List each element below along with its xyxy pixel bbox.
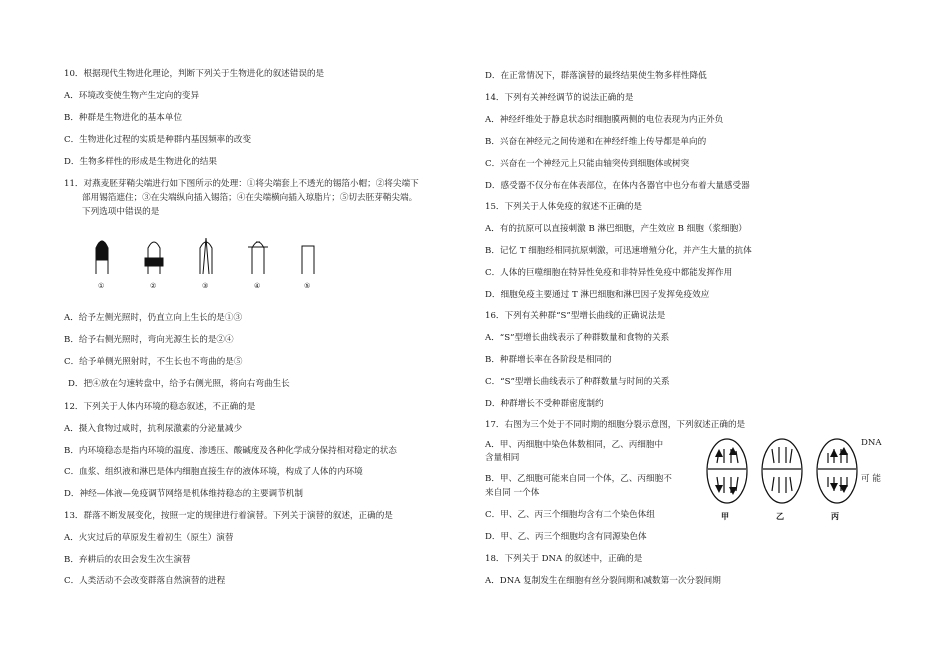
cell-label-yi: 乙	[776, 512, 784, 521]
q15-option-d: D．细胞免疫主要通过 T 淋巴细胞和淋巴因子发挥免疫效应	[485, 290, 710, 300]
q11-option-a: A．给予左侧光照时，仍直立向上生长的是①③	[64, 313, 243, 323]
q12-option-c: C．血浆、组织液和淋巴是体内细胞直接生存的液体环境，构成了人体的内环境	[64, 467, 363, 477]
q17-dna-label: DNA	[861, 438, 882, 448]
q13-stem: 13．群落不断发展变化，按照一定的规律进行着演替。下列关于演替的叙述，正确的是	[64, 511, 393, 521]
fig-label-4: ④	[254, 282, 261, 290]
q13-option-c: C．人类活动不会改变群落自然演替的进程	[64, 576, 226, 586]
q17-option-b-line2: 来自同 一个体	[485, 488, 540, 498]
q14-option-d: D．感受器不仅分布在体表部位，在体内各器官中也分布着大量感受器	[485, 181, 750, 191]
fig-label-1: ①	[98, 282, 105, 290]
cell-label-bing: 丙	[831, 512, 839, 521]
fig-label-2: ②	[150, 282, 157, 290]
q13-option-d: D．在正常情况下，群落演替的最终结果使生物多样性降低	[485, 71, 707, 81]
q14-option-c: C．兴奋在一个神经元上只能由轴突传到细胞体或树突	[485, 159, 690, 169]
q10-option-b: B．种群是生物进化的基本单位	[64, 113, 183, 123]
q17-option-d: D．甲、乙、丙三个细胞均含有同源染色体	[485, 532, 647, 542]
cell-division-figure	[702, 435, 862, 525]
q11-stem-line3: 下列选项中错误的是	[82, 207, 160, 217]
q17-option-b-line1: B．甲、乙细胞可能来自同一个体，乙、丙细胞不	[485, 474, 672, 484]
coleoptile-figure	[82, 226, 332, 294]
q17-option-c: C．甲、乙、丙三个细胞均含有二个染色体组	[485, 510, 655, 520]
q11-option-d: D．把④放在匀速转盘中，给予右侧光照，将向右弯曲生长	[68, 379, 290, 389]
q13-option-a: A．火灾过后的草原发生着初生（原生）演替	[64, 533, 234, 543]
q14-stem: 14．下列有关神经调节的说法正确的是	[485, 93, 634, 103]
q11-option-b: B．给予右侧光照时，弯向光源生长的是②④	[64, 335, 234, 345]
q16-option-d: D．种群增长不受种群密度制约	[485, 399, 604, 409]
q13-option-b: B．弃耕后的农田会发生次生演替	[64, 555, 191, 565]
fig-label-5: ⑤	[304, 282, 311, 290]
q10-stem: 10．根据现代生物进化理论，判断下列关于生物进化的叙述错误的是	[64, 69, 325, 79]
q11-option-c: C．给予单侧光照射时，不生长也不弯曲的是⑤	[64, 357, 243, 367]
q17-option-b-side: 可 能	[861, 474, 881, 484]
q15-option-a: A．有的抗原可以直接刺激 B 淋巴细胞，产生效应 B 细胞（浆细胞）	[485, 224, 747, 234]
q18-stem: 18．下列关于 DNA 的叙述中，正确的是	[485, 554, 643, 564]
fig-label-3: ③	[202, 282, 209, 290]
q16-option-a: A．“S”型增长曲线表示了种群数量和食物的关系	[485, 333, 670, 343]
q18-option-a: A．DNA 复制发生在细胞有丝分裂间期和减数第一次分裂间期	[485, 576, 721, 586]
q10-option-c: C．生物进化过程的实质是种群内基因频率的改变	[64, 135, 252, 145]
q10-option-d: D．生物多样性的形成是生物进化的结果	[64, 157, 217, 167]
q15-stem: 15．下列关于人体免疫的叙述不正确的是	[485, 202, 643, 212]
q16-stem: 16．下列有关种群“S”型增长曲线的正确说法是	[485, 311, 666, 321]
q12-option-a: A．摄入食物过咸时，抗利尿激素的分泌量减少	[64, 424, 243, 434]
q15-option-c: C．人体的巨噬细胞在特异性免疫和非特异性免疫中都能发挥作用	[485, 268, 733, 278]
q15-option-b: B．记忆 T 细胞经相同抗原刺激，可迅速增殖分化，并产生大量的抗体	[485, 246, 752, 256]
q11-stem-line1: 11．对燕麦胚芽鞘尖端进行如下图所示的处理：①将尖端套上不透光的锡箔小帽；②将尖端下	[64, 179, 419, 189]
q14-option-b: B．兴奋在神经元之间传递和在神经纤维上传导都是单向的	[485, 137, 707, 147]
q12-option-b: B．内环境稳态是指内环境的温度、渗透压、酸碱度及各种化学成分保持相对稳定的状态	[64, 446, 397, 456]
q10-option-a: A．环境改变使生物产生定向的变异	[64, 91, 200, 101]
q17-option-a-line1: A．甲、丙细胞中染色体数相同，乙、丙细胞中	[485, 440, 664, 450]
cell-label-jia: 甲	[721, 512, 729, 521]
q16-option-c: C．“S”型增长曲线表示了种群数量与时间的关系	[485, 377, 670, 387]
q16-option-b: B．种群增长率在各阶段是相同的	[485, 355, 612, 365]
q12-option-d: D．神经—体液—免疫调节网络是机体维持稳态的主要调节机制	[64, 489, 303, 499]
q14-option-a: A．神经纤维处于静息状态时细胞膜两侧的电位表现为内正外负	[485, 115, 724, 125]
q12-stem: 12．下列关于人体内环境的稳态叙述，不正确的是	[64, 402, 256, 412]
q17-stem: 17．右图为三个处于不同时期的细胞分裂示意图，下列叙述正确的是	[485, 420, 746, 430]
q11-stem-line2: 部用锡箔遮住；③在尖端纵向插入锡箔；④在尖端横向插入琼脂片；⑤切去胚芽鞘尖端。	[82, 193, 418, 203]
q17-option-a-line2: 含量相同	[485, 453, 520, 463]
